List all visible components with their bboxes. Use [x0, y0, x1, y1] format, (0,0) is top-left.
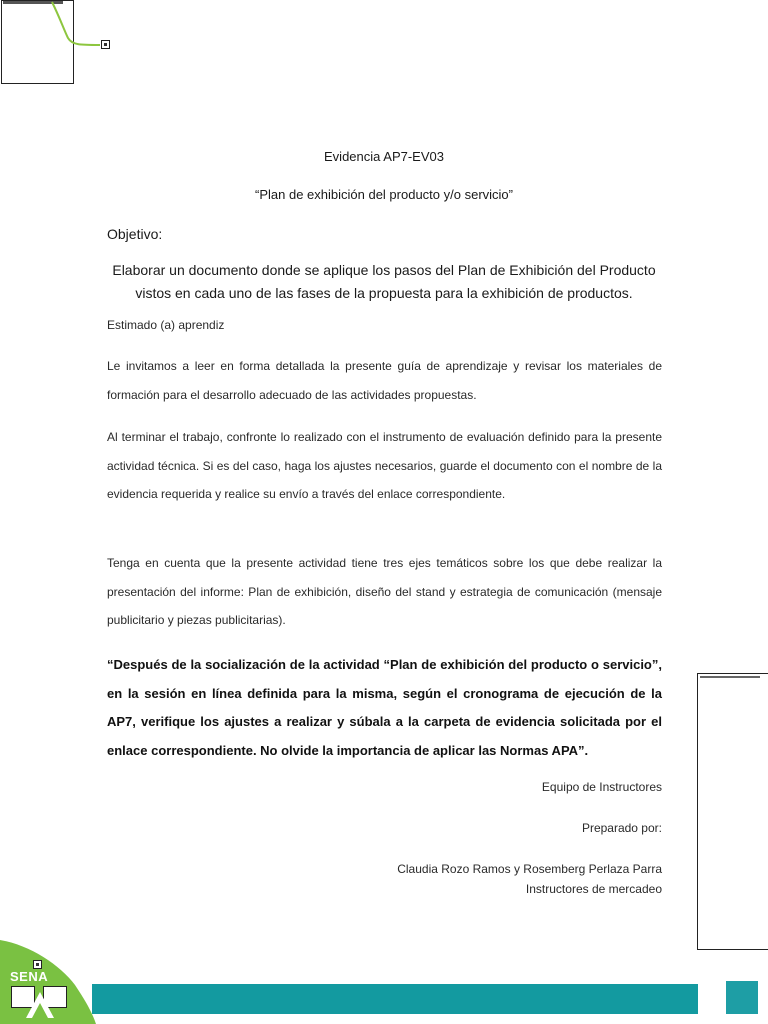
page-icon: [101, 40, 110, 49]
objective-label: Objetivo:: [107, 226, 163, 242]
signature-role: Instructores de mercadeo: [525, 882, 662, 896]
connector-curve: [0, 0, 110, 60]
document-subtitle: “Plan de exhibición del producto y/o servicio”: [255, 187, 513, 202]
paragraph-highlight: “Después de la socialización de la actividad “Plan de exhibición del producto o servicio”, en la sesión en línea definida para la misma, según el cronograma de ejecución de la AP7, verifique los ajustes a realizar y súbala a la carpeta de evidencia solicitada por el enlace correspondiente. No olvide la importancia de aplicar las Normas APA”.: [107, 657, 662, 758]
greeting: Estimado (a) aprendiz: [107, 318, 225, 332]
side-frame-caption-line: [700, 676, 760, 678]
sena-logo-mark: [22, 990, 58, 1020]
sena-logo-text: SENA: [10, 969, 49, 984]
signature-authors: Claudia Rozo Ramos y Rosemberg Perlaza Parra: [397, 862, 662, 876]
side-frame: [697, 673, 768, 950]
document-title: Evidencia AP7-EV03: [324, 149, 444, 164]
paragraph-instructions: Al terminar el trabajo, confronte lo realizado con el instrumento de evaluación definido para la presente actividad técnica. Si es del caso, haga los ajustes necesarios, guarde el documento con el nombre de la evidencia requerida y realice su envío a través del enlace correspondiente.: [107, 430, 662, 501]
footer-bar: [92, 984, 698, 1014]
signature-team: Equipo de Instructores: [541, 780, 662, 794]
paragraph-invitation: Le invitamos a leer en forma detallada la presente guía de aprendizaje y revisar los materiales de formación para el desarrollo adecuado de las actividades propuestas.: [107, 359, 662, 402]
objective-text: Elaborar un documento donde se aplique los pasos del Plan de Exhibición del Producto vistos en cada uno de las fases de la propuesta para la exhibición de productos.: [112, 262, 656, 301]
footer-square: [726, 981, 758, 1014]
sena-logo-icon: [33, 960, 42, 969]
signature-prepared-by: Preparado por:: [581, 821, 662, 835]
paragraph-thematic-axes: Tenga en cuenta que la presente actividad tiene tres ejes temáticos sobre los que debe realizar la presentación del informe: Plan de exhibición, diseño del stand y estrategia de comunicación (mensaje publicitario y piezas publicitarias).: [107, 556, 662, 627]
